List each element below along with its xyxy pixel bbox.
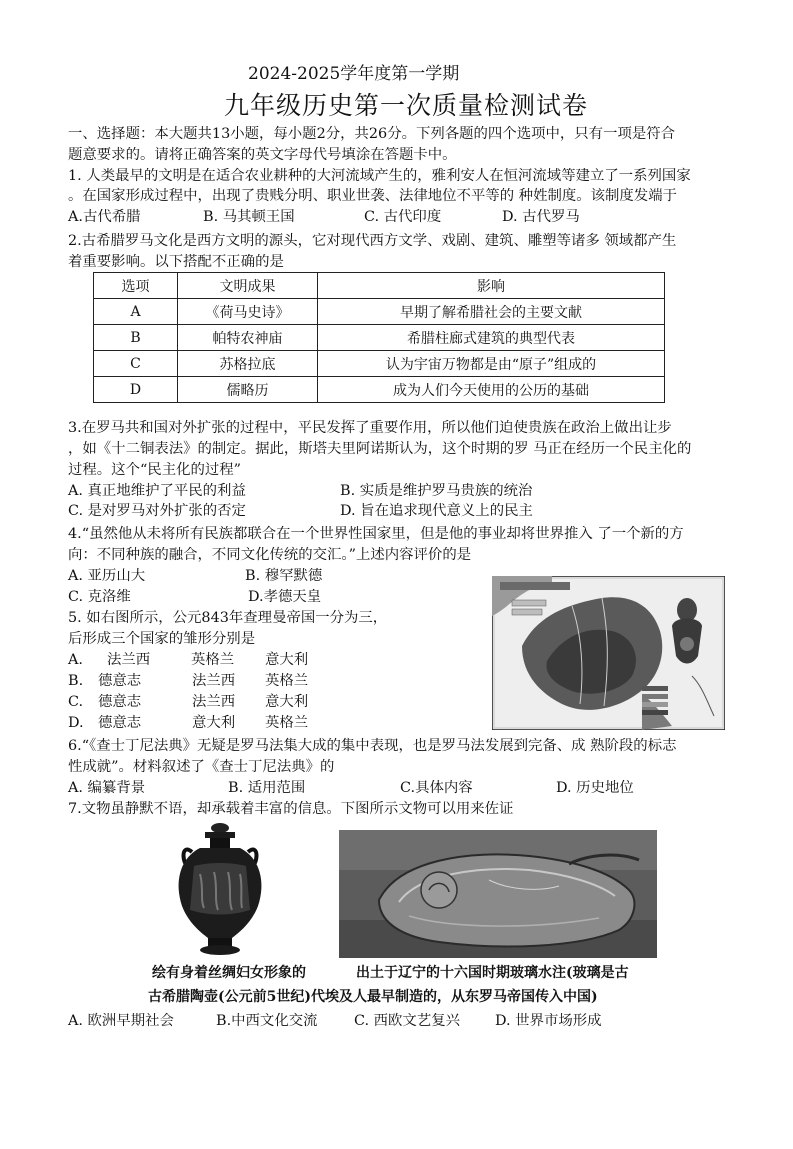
- option-c: C. 克洛维: [68, 589, 131, 605]
- option-b: B. 适用范围: [228, 780, 306, 796]
- question-text: 2.古希腊罗马文化是西方文明的源头，它对现代西方文学、戏剧、建筑、雕塑等诸多 领域都产生: [68, 233, 677, 249]
- caption-continued: 古希腊陶壶(公元前5世纪)代埃及人最早制造的，从东罗马帝国传入中国): [148, 989, 598, 1005]
- option-c-item: 德意志: [98, 694, 142, 710]
- option-d: D. 历史地位: [556, 780, 634, 796]
- question-text: 5. 如右图所示，公元843年查理曼帝国一分为三，: [68, 610, 388, 626]
- option-a: A. 编纂背景: [68, 780, 146, 796]
- option-a: A. 真正地维护了平民的利益: [68, 483, 246, 499]
- option-a-letter: A.: [68, 652, 83, 668]
- option-b: B.中西文化交流: [216, 1013, 318, 1029]
- option-b-letter: B.: [68, 673, 84, 689]
- option-a-item: 意大利: [265, 652, 309, 668]
- option-d-item: 英格兰: [265, 715, 309, 731]
- question-text: 7.文物虽静默不语，却承载着丰富的信息。下图所示文物可以用来佐证: [68, 801, 514, 817]
- question-text: 1. 人类最早的文明是在适合农业耕种的大河流域产生的，雅利安人在恒河流域等建立了一系列国家: [68, 168, 691, 184]
- option-c: C. 是对罗马对外扩张的否定: [68, 503, 246, 519]
- option-a: A.古代希腊: [68, 209, 141, 225]
- question-text: 向：不同种族的融合，不同文化传统的交汇。”上述内容评价的是: [68, 547, 472, 563]
- option-c-item: 意大利: [265, 694, 309, 710]
- question-text: 后形成三个国家的雏形分别是: [68, 631, 256, 647]
- exam-title: 九年级历史第一次质量检测试卷: [224, 91, 589, 120]
- table-header-row: [94, 273, 665, 299]
- table-row: [94, 299, 665, 325]
- option-c-item: 法兰西: [192, 694, 236, 710]
- option-c: C. 西欧文艺复兴: [354, 1013, 460, 1029]
- option-d-item: 德意志: [98, 715, 142, 731]
- table-header: 影响: [318, 273, 665, 299]
- option-d: D. 古代罗马: [502, 209, 580, 225]
- table-cell: 帕特农神庙: [178, 325, 318, 351]
- option-c: C. 古代印度: [364, 209, 442, 225]
- table-cell: C: [94, 351, 178, 377]
- greek-vase-image: [170, 822, 270, 958]
- table-cell: 认为宇宙万物都是由“原子”组成的: [318, 351, 665, 377]
- table-cell: 儒略历: [178, 377, 318, 403]
- table-cell: D: [94, 377, 178, 403]
- table-cell: 《荷马史诗》: [178, 299, 318, 325]
- question-text: 4.“虽然他从未将所有民族都联合在一个世界性国家里，但是他的事业却将世界推入 了一个新的方: [68, 526, 684, 542]
- question-text: 过程。这个“民主化的过程”: [68, 462, 242, 478]
- table-cell: 苏格拉底: [178, 351, 318, 377]
- table-row: [94, 325, 665, 351]
- option-b-item: 英格兰: [265, 673, 309, 689]
- option-a-item: 法兰西: [107, 652, 151, 668]
- question-text: 性成就”。材料叙述了《查士丁尼法典》的: [68, 759, 335, 775]
- option-c-letter: C.: [68, 694, 84, 710]
- q2-table: [93, 272, 665, 403]
- option-d-letter: D.: [68, 715, 84, 731]
- section-instruction-line: 题意要求的。请将正确答案的英文字母代号填涂在答题卡中。: [68, 147, 457, 163]
- table-cell: 希腊柱廊式建筑的典型代表: [318, 325, 665, 351]
- option-d: D. 世界市场形成: [495, 1013, 602, 1029]
- table-cell: 早期了解希腊社会的主要文献: [318, 299, 665, 325]
- table-header: 文明成果: [178, 273, 318, 299]
- glass-water-vessel-image: [339, 830, 657, 958]
- option-b: B. 穆罕默德: [245, 568, 323, 584]
- question-text: 3.在罗马共和国对外扩张的过程中，平民发挥了重要作用，所以他们迫使贵族在政治上做出让步: [68, 420, 672, 436]
- option-d: D.孝德天皇: [248, 589, 322, 605]
- table-row: [94, 377, 665, 403]
- section-instruction-line: 一、选择题：本大题共13小题，每小题2分，共26分。下列各题的四个选项中，只有一项是符合: [68, 126, 676, 142]
- question-text: 。在国家形成过程中，出现了贵贱分明、职业世袭、法律地位不平等的 种姓制度。该制度发端于: [68, 188, 677, 204]
- option-b: B. 马其顿王国: [203, 209, 295, 225]
- glass-caption: 出土于辽宁的十六国时期玻璃水注(玻璃是古: [356, 965, 629, 981]
- table-header: 选项: [94, 273, 178, 299]
- option-b-item: 德意志: [98, 673, 142, 689]
- option-a: A. 亚历山大: [68, 568, 146, 584]
- table-cell: B: [94, 325, 178, 351]
- option-a-item: 英格兰: [191, 652, 235, 668]
- question-text: 6.“《查士丁尼法典》无疑是罗马法集大成的集中表现，也是罗马法发展到完备、成 熟阶段的标志: [68, 738, 677, 754]
- question-text: 着重要影响。以下搭配不正确的是: [68, 254, 284, 270]
- table-cell: A: [94, 299, 178, 325]
- option-b: B. 实质是维护罗马贵族的统治: [340, 483, 533, 499]
- table-cell: 成为人们今天使用的公历的基础: [318, 377, 665, 403]
- option-c: C.具体内容: [400, 780, 473, 796]
- charlemagne-empire-map: [492, 576, 725, 730]
- option-d-item: 意大利: [192, 715, 236, 731]
- question-text: ，如《十二铜表法》的制定。据此，斯塔夫里阿诺斯认为，这个时期的罗 马正在经历一个民主化的: [68, 441, 692, 457]
- table-row: [94, 351, 665, 377]
- option-b-item: 法兰西: [192, 673, 236, 689]
- option-d: D. 旨在追求现代意义上的民主: [340, 503, 533, 519]
- vase-caption: 绘有身着丝绸妇女形象的: [152, 965, 306, 981]
- exam-term: 2024-2025学年度第一学期: [248, 64, 460, 84]
- option-a: A. 欧洲早期社会: [68, 1013, 174, 1029]
